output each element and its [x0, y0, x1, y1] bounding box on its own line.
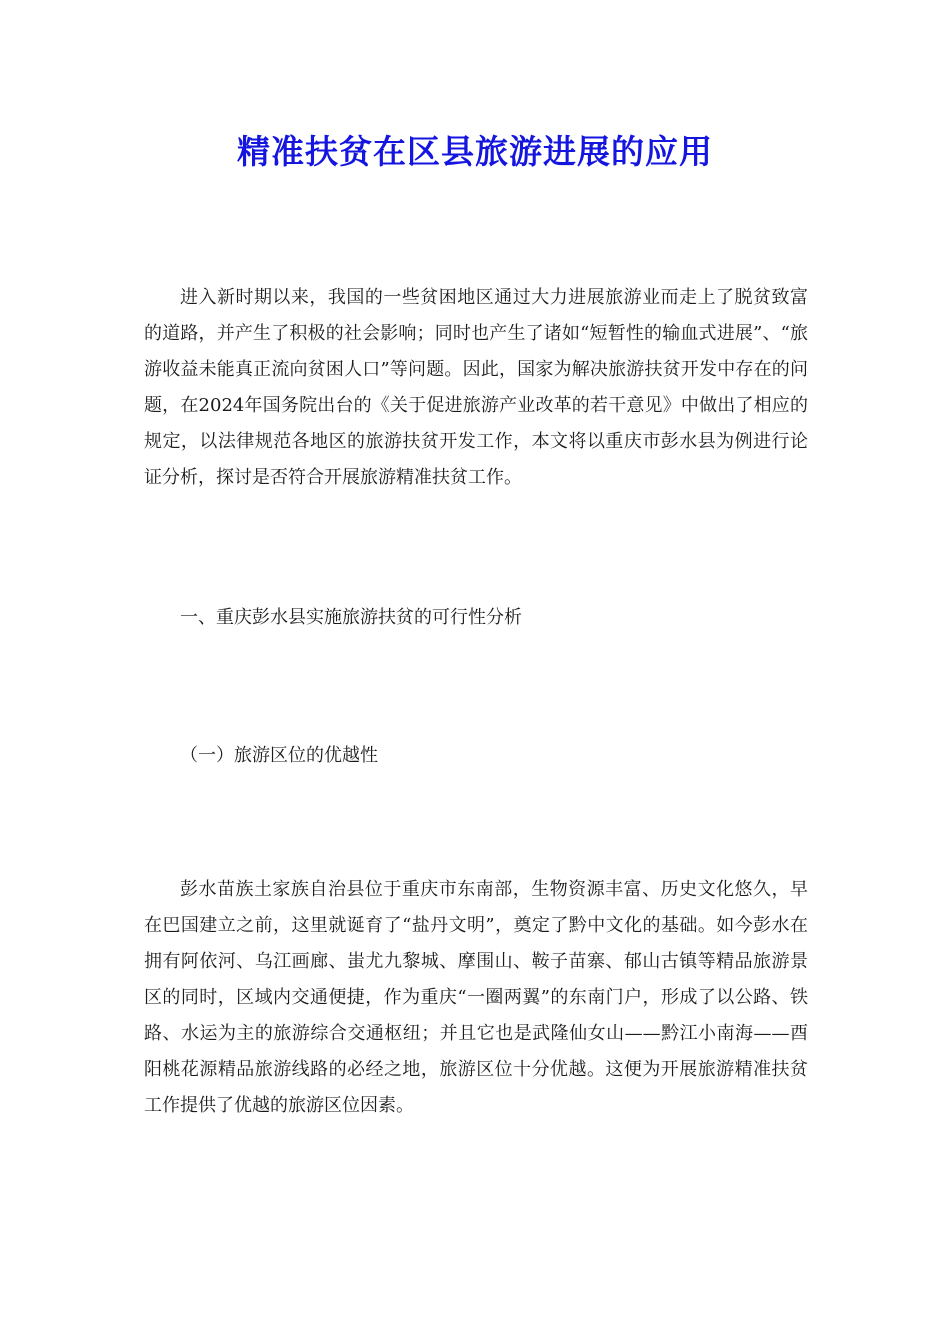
location-paragraph: 彭水苗族土家族自治县位于重庆市东南部，生物资源丰富、历史文化悠久，早在巴国建立之前，这里就诞育了“盐丹文明”，奠定了黔中文化的基础。如今彭水在拥有阿依河、乌江画廊、蚩尤九黎城、摩围山、鞍子苗寨、郁山古镇等精品旅游景区的同时，区域内交通便捷，作为重庆“一圈两翼”的东南门户，形成了以公路、铁路、水运为主的旅游综合交通枢纽；并且它也是武隆仙女山——黔江小南海——酉阳桃花源精品旅游线路的必经之地，旅游区位十分优越。这便为开展旅游精准扶贫工作提供了优越的旅游区位因素。 [144, 879, 808, 1116]
intro-paragraph: 进入新时期以来，我国的一些贫困地区通过大力进展旅游业而走上了脱贫致富的道路，并产生了积极的社会影响；同时也产生了诸如“短暂性的输血式进展”、“旅游收益未能真正流向贫困人口”等问题。因此，国家为解决旅游扶贫开发中存在的问题，在2024年国务院出台的《关于促进旅游产业改革的若干意见》中做出了相应的规定，以法律规范各地区的旅游扶贫开发工作，本文将以重庆市彭水县为例进行论证分析，探讨是否符合开展旅游精准扶贫工作。 [144, 287, 808, 488]
document-title: 精准扶贫在区县旅游进展的应用 [237, 132, 713, 171]
section-heading-1: 一、重庆彭水县实施旅游扶贫的可行性分析 [180, 607, 522, 628]
subsection-heading-1: （一）旅游区位的优越性 [180, 745, 378, 766]
